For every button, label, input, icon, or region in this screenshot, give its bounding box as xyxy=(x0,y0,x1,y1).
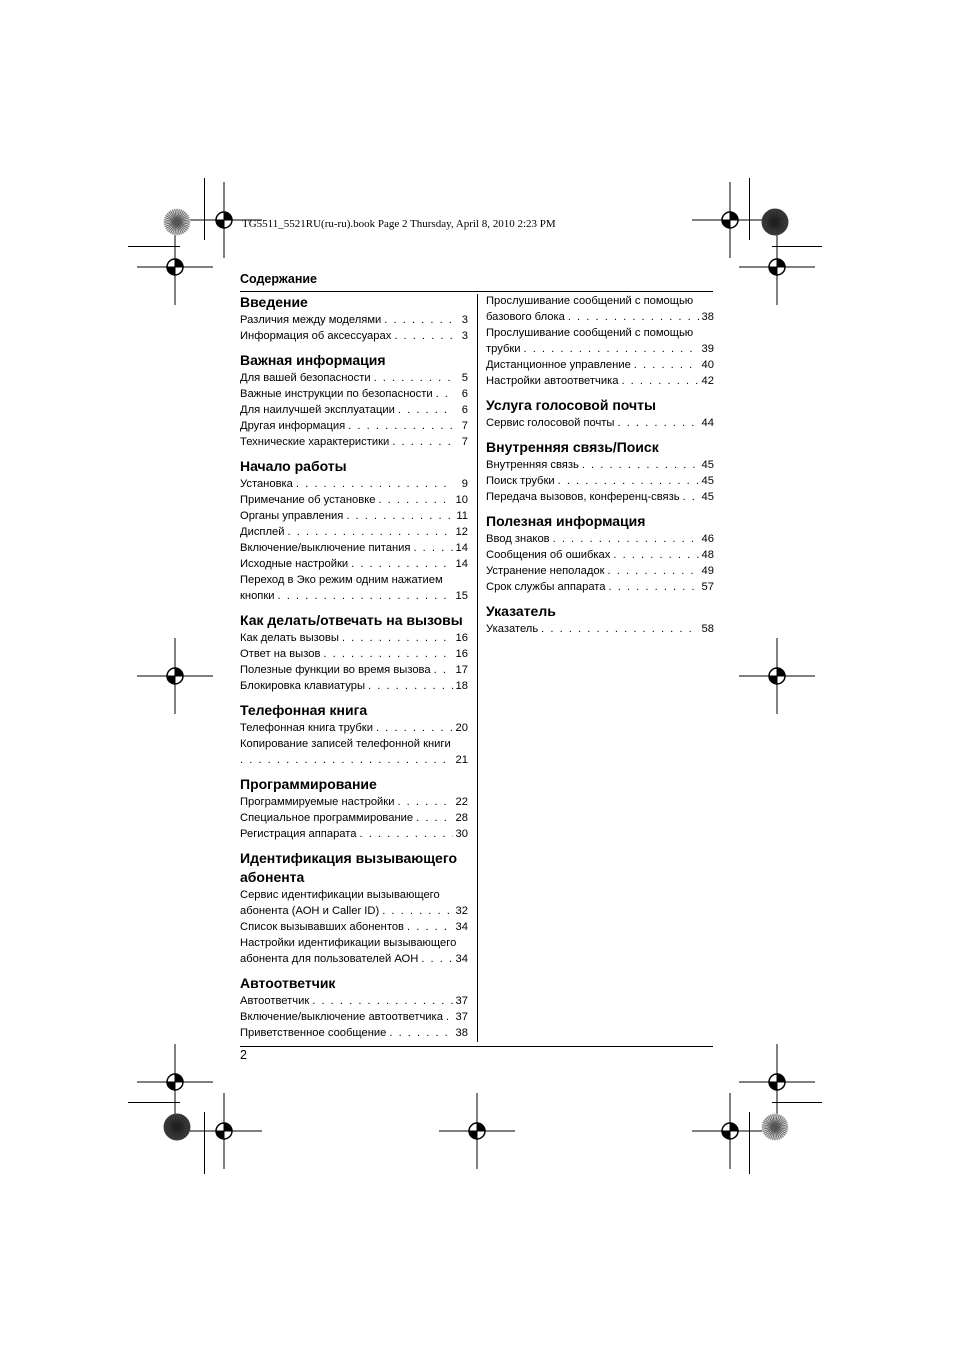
header-rule xyxy=(240,291,713,292)
toc-entry-page: 37 xyxy=(455,1011,468,1023)
toc-section-title: Начало работы xyxy=(240,458,347,474)
toc-entry[interactable] xyxy=(240,524,468,540)
toc-section-title: Введение xyxy=(240,294,308,310)
registration-mark xyxy=(437,1091,517,1171)
leader-dots xyxy=(348,418,453,434)
column-divider xyxy=(477,294,478,1042)
leader-dots xyxy=(407,919,453,935)
toc-entry[interactable] xyxy=(240,630,468,646)
toc-entry-page: 15 xyxy=(455,590,468,602)
toc-entry[interactable] xyxy=(240,434,468,450)
toc-entry-text: абонента для пользователей АОН xyxy=(240,953,419,965)
toc-entry-page: 3 xyxy=(461,330,468,342)
toc-entry[interactable] xyxy=(240,540,468,556)
toc-entry[interactable] xyxy=(240,508,468,524)
leader-dots xyxy=(582,457,699,473)
toc-entry-text: Сообщения об ошибках xyxy=(486,549,611,561)
toc-entry-text: Органы управления xyxy=(240,510,344,522)
toc-section-title-cont: абонента xyxy=(240,869,305,885)
toc-entry-text: Как делать вызовы xyxy=(240,632,339,644)
toc-entry-lead[interactable]: Сервис идентификации вызывающего xyxy=(240,889,440,901)
leader-dots xyxy=(382,903,452,919)
toc-entry[interactable] xyxy=(240,588,468,604)
toc-entry[interactable] xyxy=(486,341,714,357)
toc-entry-page: 17 xyxy=(455,664,468,676)
toc-section-title: Внутренняя связь/Поиск xyxy=(486,439,659,455)
toc-entry-page: 45 xyxy=(701,459,714,471)
toc-entry-text: Полезные функции во время вызова xyxy=(240,664,431,676)
color-target-mark xyxy=(163,1113,191,1141)
toc-entry-text: кнопки xyxy=(240,590,275,602)
toc-entry-text: Включение/выключение питания xyxy=(240,542,411,554)
toc-entry-page: 7 xyxy=(461,420,468,432)
leader-dots xyxy=(389,1025,452,1041)
toc-entry[interactable] xyxy=(486,531,714,547)
toc-entry-page: 44 xyxy=(701,417,714,429)
toc-entry-text: Список вызывавших абонентов xyxy=(240,921,404,933)
toc-entry-page: 49 xyxy=(701,565,714,577)
page-number: 2 xyxy=(240,1048,247,1062)
toc-entry[interactable] xyxy=(240,794,468,810)
toc-entry-text: Поиск трубки xyxy=(486,475,555,487)
toc-entry-text: Настройки автоответчика xyxy=(486,375,619,387)
toc-entry-page: 58 xyxy=(701,623,714,635)
toc-entry[interactable] xyxy=(240,951,468,967)
toc-entry-page: 38 xyxy=(701,311,714,323)
toc-section-title: Полезная информация xyxy=(486,513,646,529)
toc-entry[interactable] xyxy=(240,1009,468,1025)
toc-section-title: Телефонная книга xyxy=(240,702,368,718)
toc-entry[interactable] xyxy=(486,489,714,505)
toc-entry-page: 6 xyxy=(461,388,468,400)
toc-entry-page: 34 xyxy=(455,921,468,933)
leader-dots xyxy=(398,402,453,418)
toc-entry[interactable] xyxy=(240,993,468,1009)
toc-entry-page: 48 xyxy=(701,549,714,561)
toc-entry-page: 6 xyxy=(461,404,468,416)
toc-entry-text: Сервис голосовой почты xyxy=(486,417,615,429)
toc-entry-text: трубки xyxy=(486,343,521,355)
leader-dots xyxy=(374,370,453,386)
toc-entry-page: 5 xyxy=(461,372,468,384)
toc-entry[interactable] xyxy=(240,370,468,386)
toc-entry-page: 7 xyxy=(461,436,468,448)
leader-dots xyxy=(634,357,699,373)
toc-entry[interactable] xyxy=(240,752,468,768)
leader-dots xyxy=(278,588,453,604)
toc-entry[interactable] xyxy=(240,826,468,842)
toc-entry-page: 21 xyxy=(455,754,468,766)
toc-section-title: Идентификация вызывающего xyxy=(240,850,458,866)
color-target-mark xyxy=(163,208,191,236)
toc-entry-text: Технические характеристики xyxy=(240,436,390,448)
toc-entry-text: Указатель xyxy=(486,623,539,635)
toc-entry-page: 22 xyxy=(455,796,468,808)
registration-mark xyxy=(135,227,215,307)
toc-entry[interactable] xyxy=(240,402,468,418)
toc-entry-text: Программируемые настройки xyxy=(240,796,395,808)
registration-mark xyxy=(737,227,817,307)
toc-entry-text: Информация об аксессуарах xyxy=(240,330,392,342)
toc-entry-text: Установка xyxy=(240,478,293,490)
leader-dots xyxy=(541,621,698,637)
toc-entry-page: 14 xyxy=(455,558,468,570)
leader-dots xyxy=(568,309,699,325)
leader-dots xyxy=(392,434,453,450)
toc-entry[interactable] xyxy=(240,476,468,492)
toc-entry[interactable] xyxy=(240,1025,468,1041)
toc-entry-page: 30 xyxy=(455,828,468,840)
toc-entry-text: Исходные настройки xyxy=(240,558,349,570)
toc-entry-text: Другая информация xyxy=(240,420,346,432)
toc-entry-text: Включение/выключение автоответчика xyxy=(240,1011,443,1023)
toc-section-title: Важная информация xyxy=(240,352,386,368)
toc-entry-text: Для наилучшей эксплуатации xyxy=(240,404,395,416)
leader-dots xyxy=(434,662,453,678)
toc-entry-page: 42 xyxy=(701,375,714,387)
toc-entry[interactable] xyxy=(240,662,468,678)
toc-entry[interactable] xyxy=(240,720,468,736)
toc-entry[interactable] xyxy=(486,357,714,373)
toc-entry-page: 14 xyxy=(455,542,468,554)
toc-entry[interactable] xyxy=(240,386,468,402)
toc-section-title: Указатель xyxy=(486,603,556,619)
leader-dots xyxy=(346,508,453,524)
toc-entry-text: Передача вызовов, конференц-связь xyxy=(486,491,680,503)
leader-dots xyxy=(368,678,453,694)
toc-entry-text: Регистрация аппарата xyxy=(240,828,357,840)
toc-entry[interactable] xyxy=(486,473,714,489)
registration-mark xyxy=(184,1091,264,1171)
toc-entry-text: Специальное программирование xyxy=(240,812,414,824)
toc-entry-lead[interactable]: Прослушивание сообщений с помощью xyxy=(486,327,694,339)
color-target-mark xyxy=(761,1113,789,1141)
toc-entry-page: 45 xyxy=(701,475,714,487)
leader-dots xyxy=(323,646,452,662)
toc-section-title: Как делать/отвечать на вызовы xyxy=(240,612,463,628)
toc-entry[interactable] xyxy=(240,418,468,434)
registration-mark xyxy=(737,636,817,716)
toc-entry-page: 28 xyxy=(455,812,468,824)
toc-entry-page: 37 xyxy=(455,995,468,1007)
toc-entry[interactable] xyxy=(240,678,468,694)
leader-dots xyxy=(360,826,453,842)
toc-entry-text: Автоответчик xyxy=(240,995,310,1007)
toc-entry-page: 16 xyxy=(455,648,468,660)
toc-entry[interactable] xyxy=(240,919,468,935)
toc-entry-text: Для вашей безопасности xyxy=(240,372,371,384)
leader-dots xyxy=(608,563,699,579)
leader-dots xyxy=(312,993,452,1009)
toc-section-title: Услуга голосовой почты xyxy=(486,397,656,413)
leader-dots xyxy=(617,415,698,431)
leader-dots xyxy=(621,373,698,389)
toc-entry-page: 34 xyxy=(455,953,468,965)
leader-dots xyxy=(394,328,453,344)
leader-dots xyxy=(613,547,698,563)
toc-entry-lead[interactable]: Настройки идентификации вызывающего xyxy=(240,937,457,949)
toc-right-column xyxy=(486,293,714,637)
leader-dots xyxy=(351,556,452,572)
toc-entry[interactable] xyxy=(240,492,468,508)
toc-entry[interactable] xyxy=(240,556,468,572)
toc-entry-text: Срок службы аппарата xyxy=(486,581,606,593)
leader-dots xyxy=(558,473,699,489)
toc-entry[interactable] xyxy=(240,312,468,328)
toc-entry[interactable] xyxy=(486,621,714,637)
toc-entry-page: 45 xyxy=(701,491,714,503)
color-target-mark xyxy=(761,208,789,236)
toc-entry-text: Важные инструкции по безопасности xyxy=(240,388,433,400)
leader-dots xyxy=(376,720,453,736)
leader-dots xyxy=(287,524,452,540)
toc-entry-text: Ответ на вызов xyxy=(240,648,321,660)
toc-entry-page: 38 xyxy=(455,1027,468,1039)
leader-dots xyxy=(524,341,699,357)
toc-entry[interactable] xyxy=(486,373,714,389)
toc-entry-page: 40 xyxy=(701,359,714,371)
toc-entry[interactable] xyxy=(486,563,714,579)
toc-entry-page: 12 xyxy=(455,526,468,538)
leader-dots xyxy=(421,951,452,967)
toc-entry-text: Устранение неполадок xyxy=(486,565,605,577)
leader-dots xyxy=(413,540,452,556)
toc-entry[interactable] xyxy=(486,415,714,431)
toc-entry[interactable] xyxy=(240,810,468,826)
toc-entry-text: Блокировка клавиатуры xyxy=(240,680,366,692)
registration-mark xyxy=(135,636,215,716)
toc-entry[interactable] xyxy=(486,457,714,473)
registration-mark xyxy=(690,1091,770,1171)
toc-left-column xyxy=(240,293,468,1041)
toc-entry-text: абонента (АОН и Caller ID) xyxy=(240,905,380,917)
leader-dots xyxy=(553,531,699,547)
toc-entry-text: Дисплей xyxy=(240,526,285,538)
leader-dots xyxy=(296,476,453,492)
toc-entry[interactable] xyxy=(486,547,714,563)
toc-entry-page: 18 xyxy=(455,680,468,692)
toc-section-title: Автоответчик xyxy=(240,975,336,991)
toc-entry[interactable] xyxy=(486,309,714,325)
toc-entry-page: 57 xyxy=(701,581,714,593)
toc-entry-page: 39 xyxy=(701,343,714,355)
toc-entry[interactable] xyxy=(240,646,468,662)
leader-dots xyxy=(240,752,453,768)
toc-entry-lead[interactable]: Переход в Эко режим одним нажатием xyxy=(240,574,443,586)
leader-dots xyxy=(416,810,452,826)
toc-entry-text: Различия между моделями xyxy=(240,314,382,326)
toc-entry-text: Телефонная книга трубки xyxy=(240,722,373,734)
toc-section-title: Программирование xyxy=(240,776,377,792)
toc-entry-page: 11 xyxy=(456,510,468,522)
toc-entry-text: Дистанционное управление xyxy=(486,359,631,371)
toc-entry-page: 9 xyxy=(461,478,468,490)
toc-entry-lead[interactable]: Прослушивание сообщений с помощью xyxy=(486,295,694,307)
toc-entry-lead[interactable]: Копирование записей телефонной книги xyxy=(240,738,451,750)
toc-entry-text: Внутренняя связь xyxy=(486,459,579,471)
toc-entry[interactable] xyxy=(240,903,468,919)
toc-entry-page: 46 xyxy=(701,533,714,545)
leader-dots xyxy=(378,492,452,508)
toc-entry-page: 32 xyxy=(455,905,468,917)
footer-rule xyxy=(240,1046,713,1047)
leader-dots xyxy=(609,579,699,595)
toc-entry-page: 3 xyxy=(461,314,468,326)
leader-dots xyxy=(397,794,452,810)
leader-dots xyxy=(384,312,453,328)
leader-dots xyxy=(436,386,453,402)
toc-entry-text: Приветственное сообщение xyxy=(240,1027,387,1039)
toc-entry-page: 20 xyxy=(455,722,468,734)
toc-entry-text: Примечание об установке xyxy=(240,494,376,506)
leader-dots xyxy=(683,489,699,505)
page-title: Содержание xyxy=(240,272,318,286)
leader-dots xyxy=(446,1009,453,1025)
leader-dots xyxy=(342,630,453,646)
toc-entry-text: базового блока xyxy=(486,311,565,323)
toc-entry[interactable] xyxy=(486,579,714,595)
toc-entry-page: 16 xyxy=(455,632,468,644)
toc-entry-page: 10 xyxy=(455,494,468,506)
print-header: TG5511_5521RU(ru-ru).book Page 2 Thursday, April 8, 2010 2:23 PM xyxy=(242,218,556,230)
toc-entry-text: Ввод знаков xyxy=(486,533,550,545)
toc-entry[interactable] xyxy=(240,328,468,344)
